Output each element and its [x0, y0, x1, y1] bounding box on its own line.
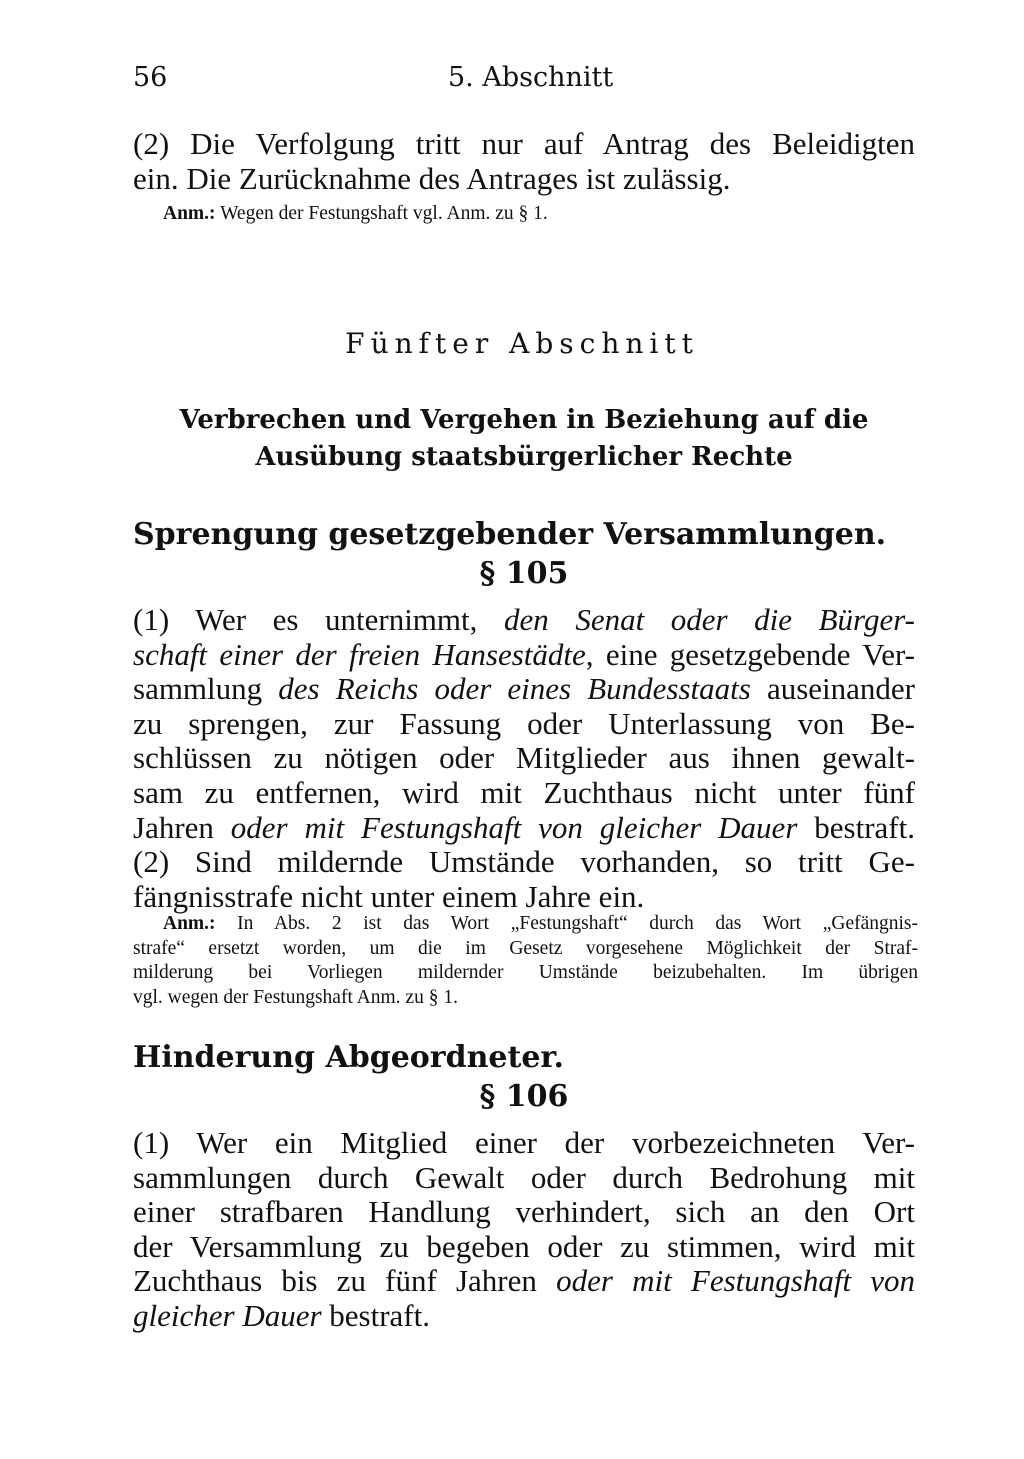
text-segment: Zuchthaus bis zu fünf Jahren [133, 1263, 557, 1299]
note-text: Wegen der Festungshaft vgl. Anm. zu § 1. [220, 203, 548, 224]
text-segment: bestraft. [321, 1298, 430, 1333]
text-line [133, 740, 915, 775]
text-line [133, 1298, 915, 1333]
text-line [133, 1125, 915, 1160]
continuation-line: ein. Die Zurücknahme des Antrages ist zulässig. [133, 161, 731, 196]
text-segment: sammlungen durch Gewalt oder durch Bedrohung mit [133, 1159, 915, 1195]
running-title: 5. Abschnitt [448, 62, 614, 93]
text-segment: bestraft. [797, 809, 915, 845]
note-line [133, 961, 918, 985]
note-text: vgl. wegen der Festungshaft Anm. zu § 1. [133, 986, 458, 1008]
italic-text: oder mit Festungshaft von gleicher Dauer [230, 809, 798, 845]
text-segment: auseinander [750, 671, 915, 707]
text-segment: (2) Sind mildernde Umstände vorhanden, so tritt Ge- [133, 844, 915, 880]
text-segment: (1) Wer es unternimmt, [133, 602, 504, 637]
note-text: milderung bei Vorliegen mildernder Umstände beizubehalten. Im übrigen [133, 962, 918, 983]
paragraph-heading: Hinderung Abgeordneter. [133, 1040, 564, 1075]
note-line [133, 986, 918, 1010]
italic-text: den Senat oder die Bürger- [503, 602, 915, 637]
text-line [133, 637, 915, 672]
text-segment: der Versammlung zu begeben oder zu stimmen, wird mit [133, 1228, 915, 1264]
paragraph-number: § 106 [479, 1079, 569, 1114]
text-line [133, 1229, 915, 1264]
paragraph-heading: Sprengung gesetzgebender Versammlungen. [133, 517, 887, 552]
text-segment: Jahren [133, 809, 231, 845]
text-line [133, 1194, 915, 1229]
text-line [133, 1160, 915, 1195]
note-line [133, 937, 918, 961]
text-segment: sammlung [133, 671, 279, 707]
text-segment: (1) Wer ein Mitglied einer der vorbezeichneten Ver- [133, 1125, 915, 1160]
paragraph-number: § 105 [479, 556, 569, 591]
text-segment: sam zu entfernen, wird mit Zuchthaus nicht unter fünf [133, 775, 915, 810]
text-segment: zu sprengen, zur Fassung oder Unterlassung von Be- [133, 705, 915, 741]
text-line [133, 844, 915, 879]
text-segment: einer strafbaren Handlung verhindert, sich an den Ort [133, 1194, 915, 1230]
section-title-line: Ausübung staatsbürgerlicher Rechte [255, 442, 793, 472]
section-label: Fünfter Abschnitt [345, 327, 699, 360]
section-title-line: Verbrechen und Vergehen in Beziehung auf die [179, 405, 869, 435]
note-text: In Abs. 2 ist das Wort „Festungshaft“ durch das Wort „Gefängnis- [237, 913, 918, 934]
note-label: Anm.: [163, 913, 238, 934]
text-line [133, 810, 915, 845]
text-line [133, 879, 915, 914]
continuation-line: (2) Die Verfolgung tritt nur auf Antrag des Beleidigten [133, 126, 915, 161]
text-segment: schlüssen zu nötigen oder Mitglieder aus ihnen gewalt- [133, 740, 915, 776]
text-line [133, 602, 915, 637]
note-line [163, 912, 918, 936]
text-line [133, 706, 915, 741]
page-number: 56 [133, 62, 168, 93]
text-segment: , eine gesetzgebende Ver- [585, 636, 916, 672]
text-line [133, 775, 915, 810]
italic-text: des Reichs oder eines Bundesstaats [278, 671, 751, 707]
text-segment: fängnisstrafe nicht unter einem Jahre ein. [133, 878, 645, 914]
text-line [133, 671, 915, 706]
italic-text: oder mit Festungshaft von [556, 1263, 916, 1299]
italic-text: gleicher Dauer [133, 1298, 322, 1333]
text-line [133, 1263, 915, 1298]
note-label: Anm.: [163, 203, 216, 224]
note [163, 203, 548, 225]
note-text: strafe“ ersetzt worden, um die im Gesetz vorgesehene Möglichkeit der Straf- [133, 937, 918, 959]
italic-text: schaft einer der freien Hansestädte [133, 636, 586, 672]
